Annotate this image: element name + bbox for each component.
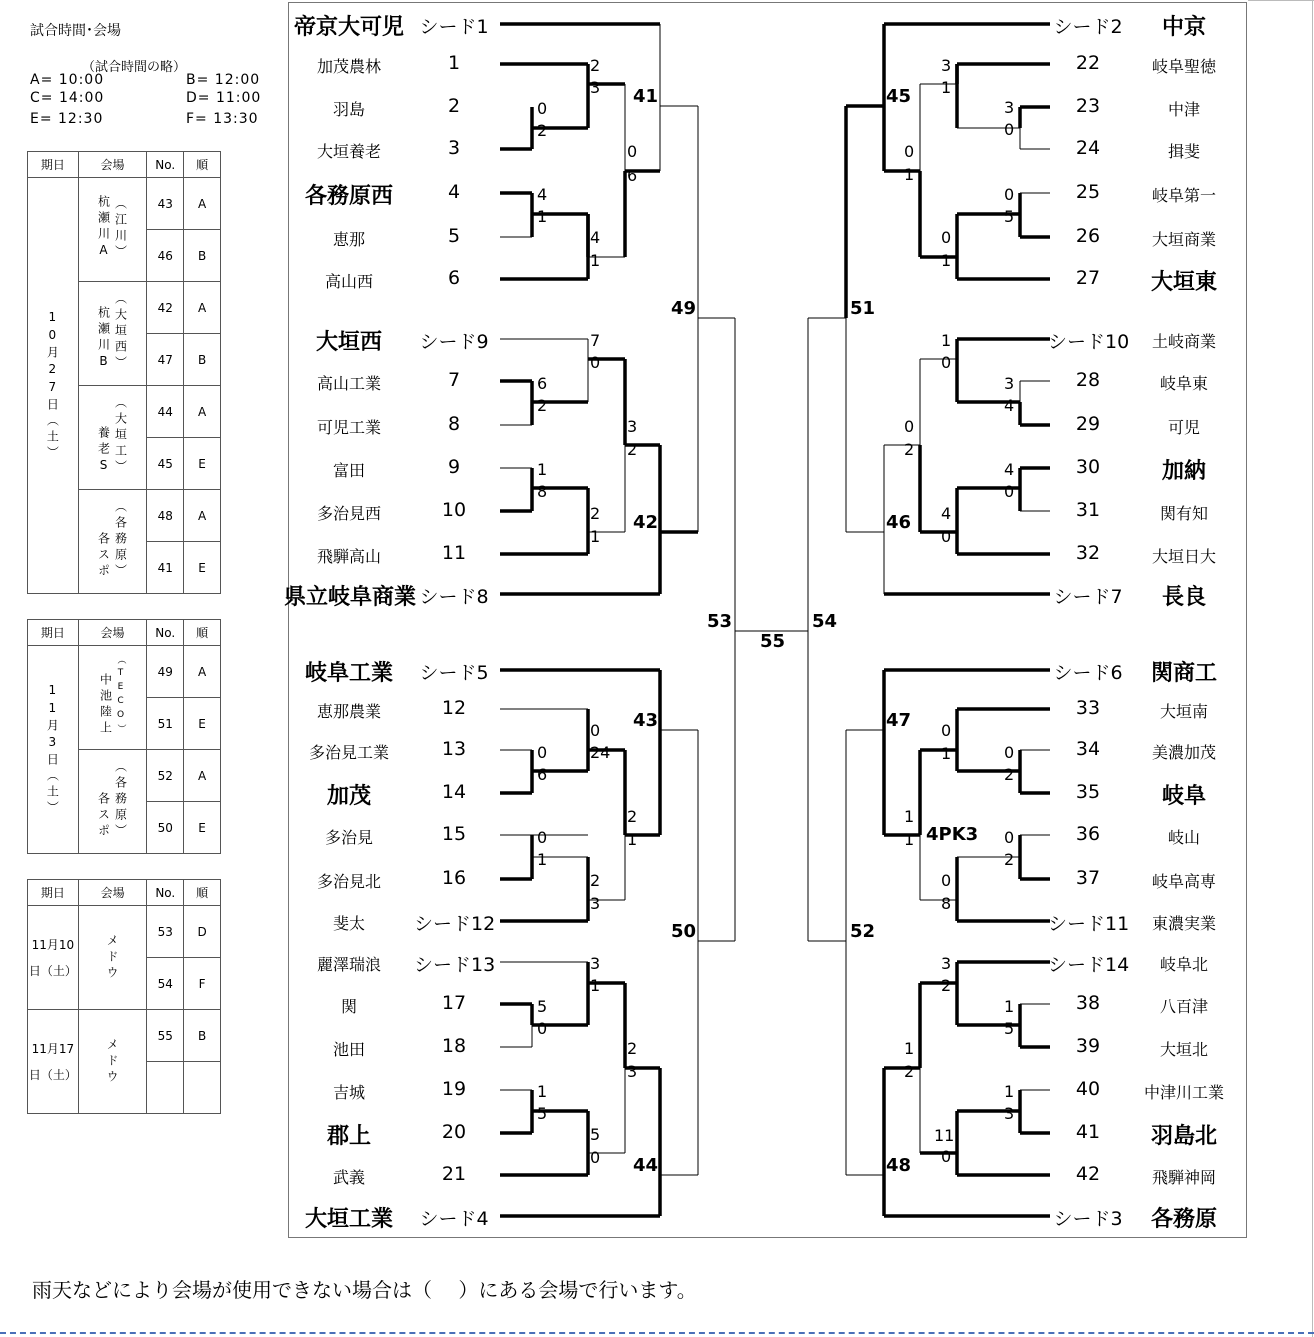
- right-team-seed: 30: [1075, 456, 1101, 478]
- left-team-name: 羽島: [332, 100, 365, 120]
- score-label: 4: [590, 228, 601, 247]
- score-label: 1: [904, 807, 915, 826]
- left-team-seed: シード4: [419, 1208, 489, 1230]
- right-team-seed: 31: [1075, 499, 1101, 521]
- match-time: E: [184, 802, 221, 854]
- right-team-seed: 23: [1075, 95, 1101, 117]
- score-label: 0: [1004, 482, 1015, 501]
- left-team-seed: シード5: [419, 662, 489, 684]
- score-label: 3: [590, 954, 601, 973]
- score-label: 2: [627, 1039, 638, 1058]
- right-team-seed: 34: [1075, 738, 1101, 760]
- right-team-name: 岐阜北: [1159, 955, 1208, 975]
- match-time: A: [184, 490, 221, 542]
- score-label: 7: [590, 331, 601, 350]
- score-label: 2: [904, 440, 915, 459]
- left-team-seed: 13: [441, 738, 467, 760]
- left-team-seed: 18: [441, 1035, 467, 1057]
- match-no: 51: [147, 698, 184, 750]
- right-team-name: 岐阜聖徳: [1151, 57, 1216, 77]
- match-number: 46: [886, 512, 912, 533]
- left-team-seed: 21: [441, 1163, 467, 1185]
- match-number: 52: [850, 921, 876, 942]
- score-label: 0: [941, 228, 952, 247]
- left-team-seed: 12: [441, 697, 467, 719]
- score-label: 0: [627, 142, 638, 161]
- header-no: No.: [147, 620, 184, 646]
- score-label: 0: [537, 828, 548, 847]
- score-label: 3: [627, 417, 638, 436]
- venue-cell: 中池陸上 （TECO）: [78, 646, 147, 750]
- match-time: E: [184, 698, 221, 750]
- score-label: 1: [627, 830, 638, 849]
- score-label: 2: [1004, 850, 1015, 869]
- left-team-name: 高山西: [324, 272, 373, 292]
- left-team-seed: 4: [447, 181, 461, 203]
- score-label: 0: [904, 142, 915, 161]
- score-label: 0: [1004, 120, 1015, 139]
- score-label: 2: [537, 121, 548, 140]
- score-label: 0: [941, 1147, 952, 1166]
- left-team-seed: 1: [447, 52, 461, 74]
- legend-title: 試合時間･会場: [30, 23, 121, 39]
- score-label: 2: [590, 504, 601, 523]
- left-team-name: 関: [340, 997, 357, 1017]
- score-label: 1: [537, 850, 548, 869]
- match-no: 41: [147, 542, 184, 594]
- match-number: 49: [671, 298, 697, 319]
- score-label: 11: [934, 1126, 955, 1145]
- header-date: 期日: [28, 880, 79, 906]
- right-team-name: 中津川工業: [1143, 1083, 1224, 1103]
- match-number: 53: [707, 611, 733, 632]
- score-label: 2: [590, 871, 601, 890]
- match-no: 42: [147, 282, 184, 334]
- score-label: 4: [1004, 396, 1015, 415]
- left-team-name: 恵那農業: [316, 702, 381, 722]
- right-team-seed: 42: [1075, 1163, 1101, 1185]
- right-team-seed: シード10: [1048, 331, 1130, 353]
- match-no: 52: [147, 750, 184, 802]
- match-no: 49: [147, 646, 184, 698]
- score-label: 8: [941, 894, 952, 913]
- left-team-seed: シード1: [419, 16, 489, 38]
- left-team-seed: 7: [447, 369, 461, 391]
- left-team-name: 斐太: [332, 914, 365, 934]
- right-team-seed: 32: [1075, 542, 1101, 564]
- score-label: 0: [590, 721, 601, 740]
- match-number: 45: [886, 86, 912, 107]
- left-team-name: 郡上: [326, 1124, 371, 1150]
- right-team-name: 岐阜東: [1159, 374, 1208, 394]
- match-number: 43: [633, 710, 659, 731]
- right-team-name: 美濃加茂: [1151, 743, 1216, 763]
- left-team-seed: 11: [441, 542, 467, 564]
- score-label: 1: [941, 744, 952, 763]
- venue-cell: 杭瀬川B （大垣西）: [78, 282, 147, 386]
- score-label: 1: [537, 460, 548, 479]
- right-team-name: 大垣商業: [1151, 230, 1216, 250]
- right-team-name: 大垣南: [1159, 702, 1208, 722]
- schedule-date: 10月27日（土）: [28, 178, 79, 594]
- venue-cell: 杭瀬川A （江川）: [78, 178, 147, 282]
- left-team-name: 多治見西: [316, 504, 381, 524]
- schedule-date: 11月17日（土）: [28, 1010, 79, 1114]
- left-team-seed: 5: [447, 225, 461, 247]
- score-label: 6: [627, 166, 638, 185]
- score-label: 1: [1004, 997, 1015, 1016]
- score-label: 1: [941, 251, 952, 270]
- left-team-name: 加茂: [326, 784, 371, 810]
- left-team-name: 武義: [332, 1168, 365, 1188]
- left-team-seed: シード8: [419, 586, 489, 608]
- score-label: 1: [590, 976, 601, 995]
- score-label: 1: [537, 207, 548, 226]
- left-team-name: 可児工業: [316, 418, 381, 438]
- time-a: A= 10:00: [30, 72, 105, 88]
- score-label: 0: [941, 871, 952, 890]
- right-team-seed: シード3: [1053, 1208, 1123, 1230]
- score-label: 3: [627, 1062, 638, 1081]
- match-number: 41: [633, 86, 659, 107]
- right-team-seed: 24: [1075, 137, 1101, 159]
- score-label: 5: [537, 1104, 548, 1123]
- match-time: A: [184, 386, 221, 438]
- score-label: 2: [904, 1062, 915, 1081]
- right-team-seed: 27: [1075, 267, 1101, 289]
- left-team-name: 大垣工業: [304, 1207, 393, 1233]
- left-team-name: 大垣西: [315, 330, 382, 356]
- score-label: 5: [1004, 1019, 1015, 1038]
- match-time: B: [184, 230, 221, 282]
- right-team-name: 八百津: [1159, 997, 1208, 1017]
- right-team-name: 土岐商業: [1151, 332, 1216, 352]
- match-number: 48: [886, 1155, 912, 1176]
- match-time: E: [184, 542, 221, 594]
- left-team-name: 飛騨高山: [316, 547, 381, 567]
- left-team-seed: 15: [441, 823, 467, 845]
- score-label: 5: [590, 1125, 601, 1144]
- right-team-name: 長良: [1161, 585, 1206, 611]
- score-label: 2: [941, 976, 952, 995]
- right-team-seed: 28: [1075, 369, 1101, 391]
- score-label: 3: [1004, 98, 1015, 117]
- venue-cell: 養老S （大垣工）: [78, 386, 147, 490]
- score-label: 0: [1004, 828, 1015, 847]
- venue-cell: メドウ: [78, 1010, 147, 1114]
- score-label: 0: [941, 353, 952, 372]
- match-number: 47: [886, 710, 912, 731]
- left-team-seed: シード12: [414, 913, 496, 935]
- venue-cell: 各スポ （各務原）: [78, 750, 147, 854]
- left-team-name: 多治見北: [316, 872, 381, 892]
- right-team-name: 飛騨神岡: [1151, 1168, 1216, 1188]
- match-number: 50: [671, 921, 697, 942]
- score-label: 8: [537, 482, 548, 501]
- score-label: 1: [941, 78, 952, 97]
- header-date: 期日: [28, 152, 79, 178]
- time-e: E= 12:30: [30, 111, 104, 127]
- page-divider: [0, 1332, 1314, 1334]
- score-label: 5: [1004, 207, 1015, 226]
- score-label: 2: [590, 56, 601, 75]
- score-label: 1: [904, 1039, 915, 1058]
- match-number: 42: [633, 512, 659, 533]
- schedule-date: 11月10日（土）: [28, 906, 79, 1010]
- score-label: 5: [537, 997, 548, 1016]
- right-team-name: 大垣日大: [1151, 547, 1216, 567]
- match-time: A: [184, 750, 221, 802]
- header-order: 順: [184, 152, 221, 178]
- right-team-seed: 29: [1075, 413, 1101, 435]
- score-label: 0: [904, 417, 915, 436]
- score-label: 6: [537, 374, 548, 393]
- left-team-name: 帝京大可児: [293, 15, 404, 41]
- schedule-date: 11月3日（土）: [28, 646, 79, 854]
- right-team-name: 東濃実業: [1151, 914, 1216, 934]
- left-team-name: 岐阜工業: [304, 661, 393, 687]
- score-label: 0: [1004, 185, 1015, 204]
- left-team-seed: 3: [447, 137, 461, 159]
- right-team-seed: 26: [1075, 225, 1101, 247]
- left-team-name: 大垣養老: [316, 142, 381, 162]
- score-label: 1: [904, 165, 915, 184]
- header-venue: 会場: [78, 152, 147, 178]
- right-team-name: 大垣東: [1150, 270, 1217, 296]
- score-label: 0: [537, 1019, 548, 1038]
- right-team-name: 大垣北: [1159, 1040, 1208, 1060]
- right-team-name: 岐阜高専: [1151, 872, 1216, 892]
- match-number: 54: [812, 611, 838, 632]
- right-team-name: 中津: [1167, 100, 1200, 120]
- right-team-name: 揖斐: [1167, 142, 1200, 162]
- score-label: 2: [627, 807, 638, 826]
- left-team-name: 池田: [332, 1040, 365, 1060]
- score-label: 0: [590, 1148, 601, 1167]
- match-number: 51: [850, 298, 876, 319]
- match-time: A: [184, 646, 221, 698]
- left-team-seed: 9: [447, 456, 461, 478]
- right-team-seed: 38: [1075, 992, 1101, 1014]
- left-team-seed: 2: [447, 95, 461, 117]
- score-label: 0: [590, 353, 601, 372]
- left-team-seed: 14: [441, 781, 467, 803]
- match-time: D: [184, 906, 221, 958]
- left-team-name: 各務原西: [304, 184, 393, 210]
- right-team-seed: 41: [1075, 1121, 1101, 1143]
- score-label: 1: [1004, 1082, 1015, 1101]
- score-label: 3: [590, 894, 601, 913]
- score-label: 1: [590, 527, 601, 546]
- score-label: 3: [941, 56, 952, 75]
- right-team-seed: シード6: [1053, 662, 1123, 684]
- match-time: A: [184, 178, 221, 230]
- match-number: 55: [760, 631, 786, 652]
- match-time: B: [184, 334, 221, 386]
- score-label: 0: [941, 721, 952, 740]
- score-label: 0: [537, 743, 548, 762]
- header-order: 順: [184, 880, 221, 906]
- left-team-name: 高山工業: [316, 374, 381, 394]
- left-team-name: 恵那: [332, 230, 365, 250]
- match-no: 54: [147, 958, 184, 1010]
- time-f: F= 13:30: [186, 111, 259, 127]
- right-team-name: 関商工: [1150, 661, 1217, 687]
- score-label: 3: [1004, 1104, 1015, 1123]
- header-no: No.: [147, 880, 184, 906]
- match-no: 48: [147, 490, 184, 542]
- right-team-seed: 22: [1075, 52, 1101, 74]
- left-team-seed: シード13: [414, 954, 496, 976]
- right-team-seed: 36: [1075, 823, 1101, 845]
- score-label: 0: [941, 527, 952, 546]
- header-no: No.: [147, 152, 184, 178]
- left-team-seed: 19: [441, 1078, 467, 1100]
- right-team-seed: 40: [1075, 1078, 1101, 1100]
- match-number: 44: [633, 1155, 659, 1176]
- score-label: 2: [627, 440, 638, 459]
- right-team-seed: 39: [1075, 1035, 1101, 1057]
- header-venue: 会場: [78, 880, 147, 906]
- venue-cell: 各スポ （各務原）: [78, 490, 147, 594]
- right-team-name: 可児: [1167, 418, 1200, 438]
- time-c: C= 14:00: [30, 90, 105, 106]
- left-team-seed: 10: [441, 499, 467, 521]
- right-team-name: 岐山: [1167, 828, 1200, 848]
- score-label: 1: [941, 331, 952, 350]
- right-team-name: 関有知: [1159, 504, 1208, 524]
- right-team-seed: 25: [1075, 181, 1101, 203]
- match-no: 44: [147, 386, 184, 438]
- left-team-name: 加茂農林: [316, 57, 381, 77]
- score-label: 0: [537, 99, 548, 118]
- header-venue: 会場: [78, 620, 147, 646]
- right-team-seed: シード7: [1053, 586, 1123, 608]
- right-team-name: 中京: [1161, 15, 1206, 41]
- venue-cell: メドウ: [78, 906, 147, 1010]
- match-no: 55: [147, 1010, 184, 1062]
- left-team-seed: 17: [441, 992, 467, 1014]
- left-team-seed: 16: [441, 867, 467, 889]
- score-label: 2: [537, 396, 548, 415]
- match-time: A: [184, 282, 221, 334]
- score-label: 1: [537, 1082, 548, 1101]
- score-label: 1: [590, 251, 601, 270]
- right-team-name: 羽島北: [1150, 1124, 1217, 1150]
- match-time: E: [184, 438, 221, 490]
- left-team-seed: 8: [447, 413, 461, 435]
- left-team-seed: 20: [441, 1121, 467, 1143]
- header-date: 期日: [28, 620, 79, 646]
- time-b: B= 12:00: [186, 72, 261, 88]
- score-label: 24: [590, 743, 611, 762]
- pk-result: 4PK3: [926, 824, 979, 845]
- right-team-seed: 35: [1075, 781, 1101, 803]
- score-label: 3: [590, 78, 601, 97]
- match-time: F: [184, 958, 221, 1010]
- score-label: 6: [537, 765, 548, 784]
- score-label: 4: [941, 504, 952, 523]
- match-no: 53: [147, 906, 184, 958]
- score-label: 2: [1004, 765, 1015, 784]
- legend-subtitle: （試合時間の略）: [82, 60, 187, 75]
- left-team-name: 麗澤瑞浪: [316, 955, 381, 975]
- right-team-name: 各務原: [1150, 1207, 1217, 1233]
- score-label: 4: [1004, 460, 1015, 479]
- footer-note: 雨天などにより会場が使用できない場合は（ ）にある会場で行います。: [32, 1278, 697, 1302]
- left-team-name: 多治見: [324, 828, 373, 848]
- right-team-seed: 33: [1075, 697, 1101, 719]
- left-team-name: 吉城: [332, 1083, 365, 1103]
- left-team-seed: 6: [447, 267, 461, 289]
- left-team-name: 多治見工業: [308, 743, 389, 763]
- match-no: 45: [147, 438, 184, 490]
- right-team-name: 岐阜: [1161, 784, 1206, 810]
- score-label: 4: [537, 185, 548, 204]
- header-order: 順: [184, 620, 221, 646]
- match-no: 50: [147, 802, 184, 854]
- time-d: D= 11:00: [186, 90, 262, 106]
- left-team-name: 県立岐阜商業: [284, 585, 417, 611]
- score-label: 3: [941, 954, 952, 973]
- match-no: 46: [147, 230, 184, 282]
- right-team-name: 岐阜第一: [1151, 186, 1216, 206]
- right-team-seed: シード11: [1048, 913, 1130, 935]
- match-no: 47: [147, 334, 184, 386]
- match-no: 43: [147, 178, 184, 230]
- right-team-seed: シード2: [1053, 16, 1123, 38]
- match-time: B: [184, 1010, 221, 1062]
- left-team-name: 富田: [332, 461, 365, 481]
- score-label: 0: [1004, 743, 1015, 762]
- right-team-seed: シード14: [1048, 954, 1130, 976]
- score-label: 3: [1004, 374, 1015, 393]
- left-team-seed: シード9: [419, 331, 489, 353]
- score-label: 1: [904, 830, 915, 849]
- right-team-name: 加納: [1161, 459, 1206, 485]
- right-team-seed: 37: [1075, 867, 1101, 889]
